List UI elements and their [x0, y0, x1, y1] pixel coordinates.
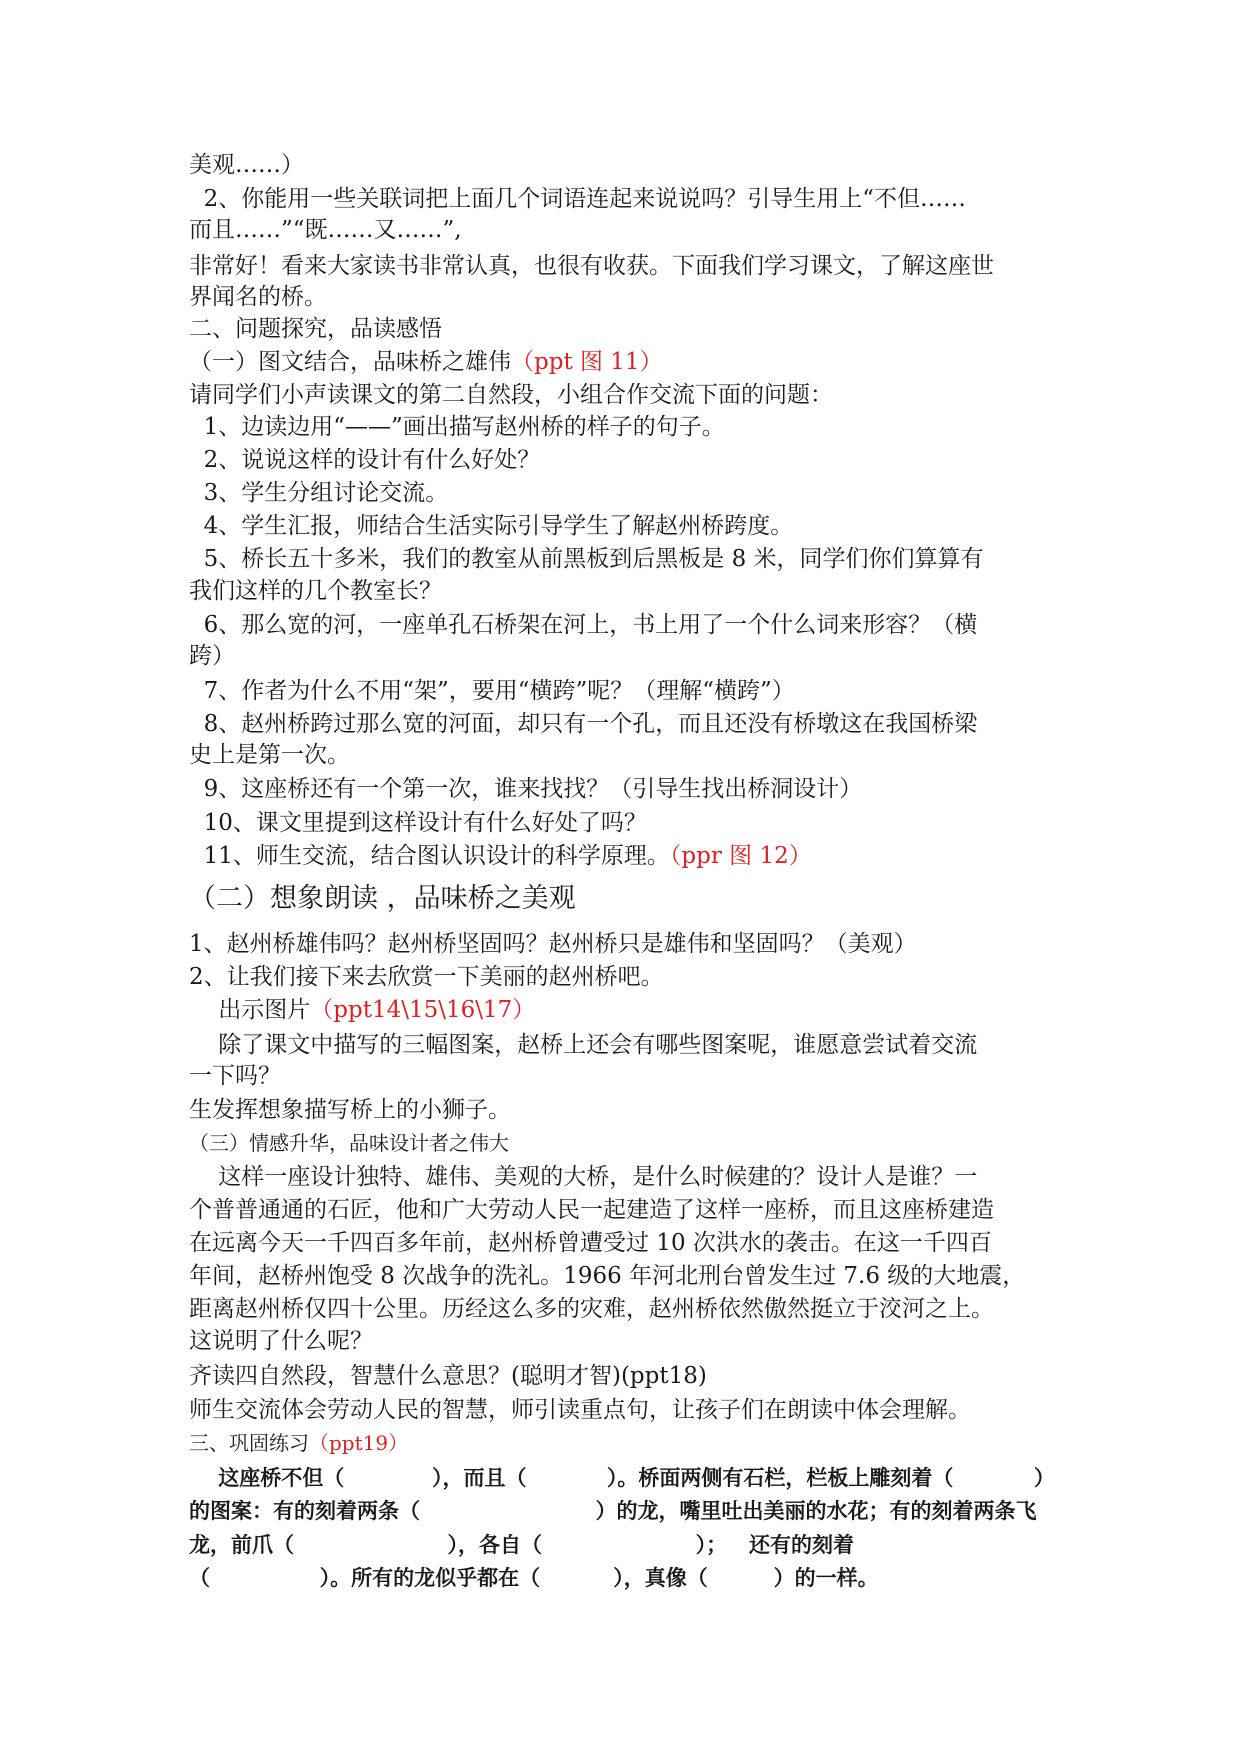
ppt-reference: （ppr 图 12）: [669, 843, 812, 869]
exercise-line: 的图案：有的刻着两条（ ）的龙，嘴里吐出美丽的水花；有的刻着两条飞: [189, 1499, 1037, 1523]
text-line: 界闻名的桥。: [189, 284, 327, 310]
list-item: 1、边读边用“——”画出描写赵州桥的样子的句子。: [189, 414, 725, 440]
section-heading: [189, 1428, 408, 1458]
list-item: 10、课文里提到这样设计有什么好处了吗？: [189, 810, 647, 836]
list-item: 2、说说这样的设计有什么好处？: [189, 447, 541, 473]
text-line: 除了课文中描写的三幅图案，赵桥上还会有哪些图案呢，谁愿意尝试着交流: [189, 1032, 978, 1058]
subsection-title: （一）图文结合，品味桥之雄伟: [189, 349, 511, 375]
list-item: 6、那么宽的河，一座单孔石桥架在河上，书上用了一个什么词来形容？（横: [189, 612, 978, 638]
text-line: 师生交流体会劳动人民的智慧，师引读重点句，让孩子们在朗读中体会理解。: [189, 1397, 971, 1423]
text-line: 在远离今天一千四百多年前，赵州桥曾遭受过 10 次洪水的袭击。在这一千四百: [189, 1230, 992, 1256]
text-line: 非常好！看来大家读书非常认真，也很有收获。下面我们学习课文，了解这座世: [189, 253, 994, 279]
text-line: 我们这样的几个教室长？: [189, 578, 442, 604]
list-item: 4、学生汇报，师结合生活实际引导学生了解赵州桥跨度。: [189, 513, 794, 539]
list-item: [189, 841, 812, 871]
ppt-reference: （ppt 图 11）: [511, 349, 663, 375]
text-line: 美观……）: [189, 152, 304, 178]
list-item: 3、学生分组讨论交流。: [189, 480, 449, 506]
text-line: 而且……”“既……又……”,: [189, 217, 462, 243]
ppt-reference: （ppt14\15\16\17）: [310, 997, 536, 1023]
text-line: 请同学们小声读课文的第二自然段，小组合作交流下面的问题：: [189, 382, 833, 408]
exercise-line: 龙，前爪（ ），各自（ ）； 还有的刻着: [189, 1533, 854, 1557]
list-item: 9、这座桥还有一个第一次，谁来找找？（引导生找出桥洞设计）: [189, 776, 863, 802]
list-item: 1、赵州桥雄伟吗？赵州桥坚固吗？赵州桥只是雄伟和坚固吗？（美观）: [189, 931, 917, 957]
text-line: [189, 995, 535, 1025]
text-line: 距离赵州桥仅四十公里。历经这么多的灾难，赵州桥依然傲然挺立于洨河之上。: [189, 1296, 994, 1322]
list-item: 7、作者为什么不用“架”，要用“横跨”呢？（理解“横跨”）: [189, 678, 795, 704]
text-line: 史上是第一次。: [189, 742, 350, 768]
list-item: 8、赵州桥跨过那么宽的河面，却只有一个孔，而且还没有桥墩这在我国桥梁: [189, 711, 978, 737]
subsection-heading: [189, 347, 663, 377]
text-line: 这样一座设计独特、雄伟、美观的大桥，是什么时候建的？设计人是谁？一: [189, 1164, 978, 1190]
list-item-text: 11、师生交流，结合图认识设计的科学原理。: [189, 843, 670, 869]
text-line: 一下吗？: [189, 1063, 281, 1089]
exercise-line: （ ）。所有的龙似乎都在（ ），真像（ ）的一样。: [189, 1566, 879, 1590]
text-line: 生发挥想象描写桥上的小狮子。: [189, 1097, 511, 1123]
section-heading: 二、问题探究，品读感悟: [189, 316, 442, 342]
text-line: 跨）: [189, 643, 235, 669]
text-line: 这说明了什么呢？: [189, 1328, 373, 1354]
text-line: 个普普通通的石匠，他和广大劳动人民一起建造了这样一座桥，而且这座桥建造: [189, 1197, 994, 1223]
subsection-heading: （二）想象朗读 ，品味桥之美观: [189, 883, 576, 914]
subsection-heading: （三）情感升华，品味设计者之伟大: [189, 1131, 509, 1155]
text-line: 齐读四自然段，智慧什么意思？(聪明才智)(ppt18): [189, 1363, 707, 1389]
ppt-reference: （ppt19）: [309, 1431, 409, 1455]
text-line: 年间，赵桥州饱受 8 次战争的洗礼。1966 年河北刑台曾发生过 7.6 级的大地震，: [189, 1263, 1026, 1289]
text-line: 2、你能用一些关联词把上面几个词语连起来说说吗？引导生用上“不但……: [189, 186, 967, 212]
list-item: 5、桥长五十多米，我们的教室从前黑板到后黑板是 8 米，同学们你们算算有: [189, 546, 984, 572]
list-item: 2、让我们接下来去欣赏一下美丽的赵州桥吧。: [189, 964, 664, 990]
exercise-line: 这座桥不但（ ），而且（ ）。桥面两侧有石栏，栏板上雕刻着（ ）: [189, 1466, 1055, 1490]
text-segment: 出示图片: [189, 997, 311, 1023]
section-title: 三、巩固练习: [189, 1431, 309, 1455]
